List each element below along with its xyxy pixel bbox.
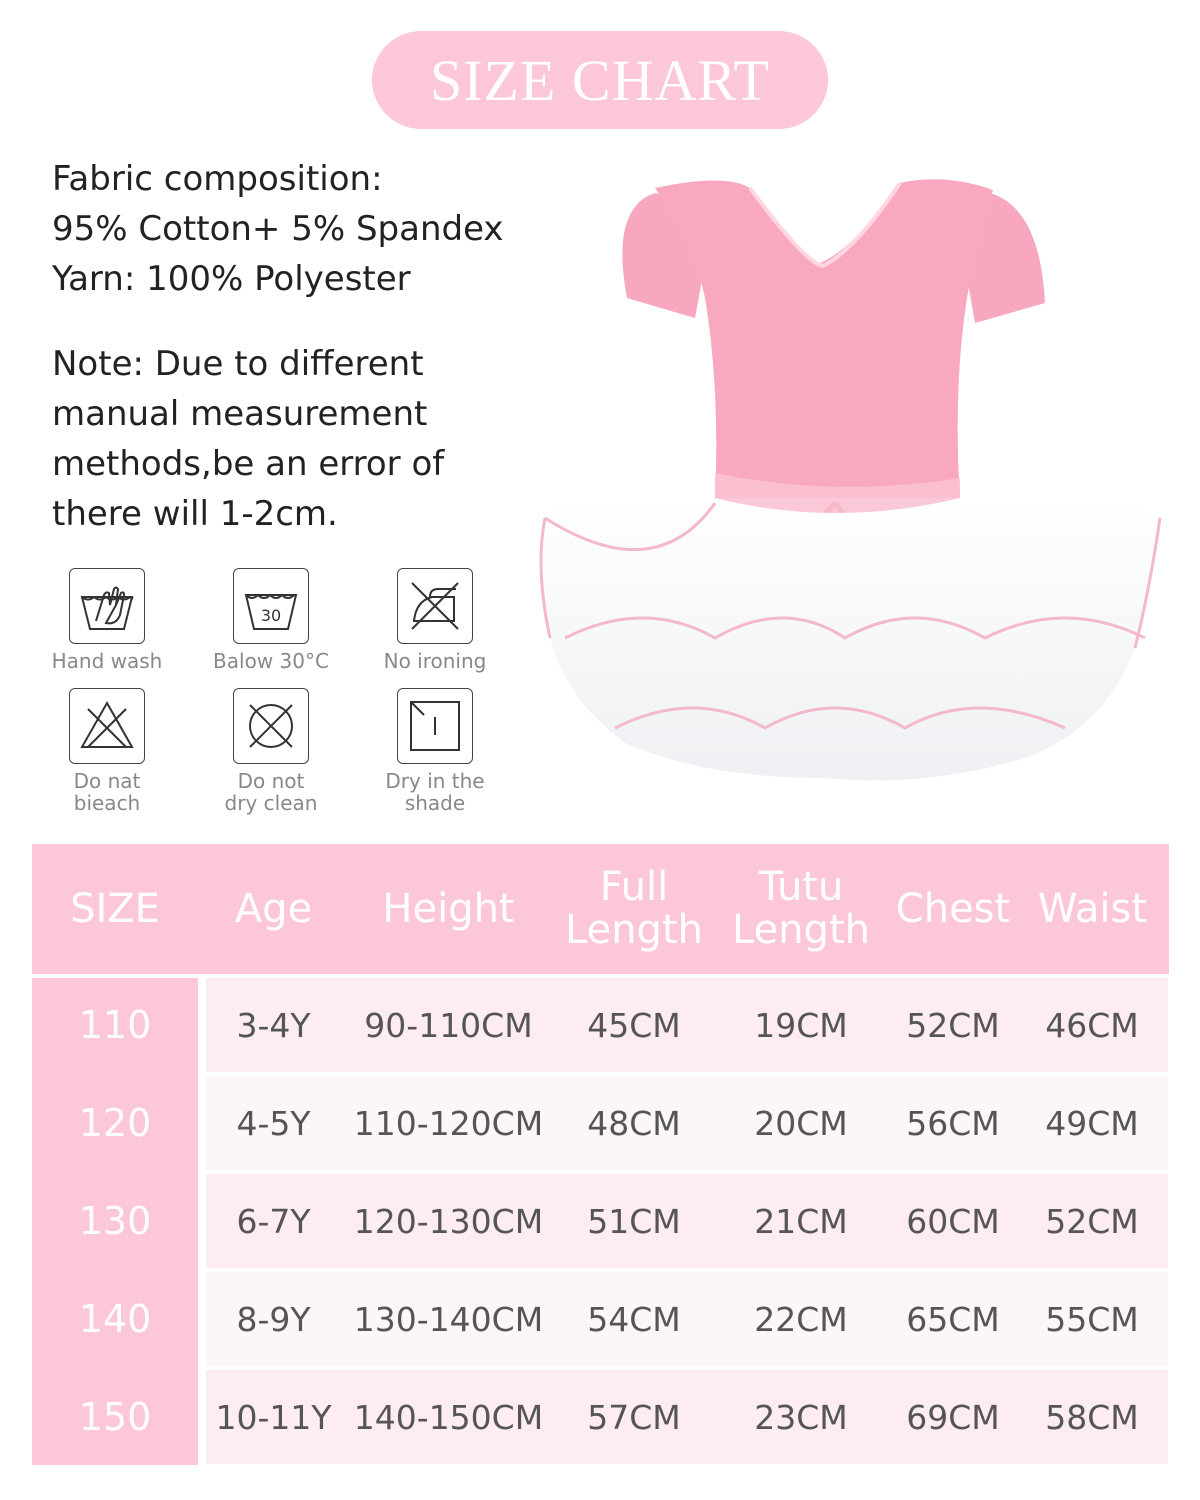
bodice	[655, 179, 993, 498]
table-row	[206, 978, 1168, 1072]
care-label-below-30: Balow 30°C	[213, 649, 329, 673]
waist-cell: 55CM	[1045, 1299, 1139, 1339]
tutu-skirt	[541, 496, 1160, 781]
waist-cell: 49CM	[1045, 1103, 1139, 1143]
care-dry-shade	[353, 688, 517, 814]
size-cell: 110	[78, 1003, 152, 1047]
chest-cell: 69CM	[906, 1397, 1000, 1437]
height-cell: 90-110CM	[364, 1005, 533, 1045]
fabric-line-2: 95% Cotton+ 5% Spandex	[52, 209, 504, 249]
care-label-no-dry-clean: Do not dry clean	[224, 769, 318, 815]
header-height: Height	[382, 885, 515, 932]
no-dry-clean-icon	[233, 688, 309, 764]
title-banner	[372, 31, 828, 129]
tutu-length-cell: 21CM	[754, 1201, 848, 1241]
tutu-length-cell: 20CM	[754, 1103, 848, 1143]
table-row	[206, 1174, 1168, 1268]
size-table-header	[32, 844, 1169, 974]
wash-30-icon	[233, 568, 309, 644]
height-cell: 140-150CM	[353, 1397, 544, 1437]
header-chest: Chest	[895, 885, 1011, 932]
height-cell: 110-120CM	[353, 1103, 544, 1143]
care-hand-wash	[25, 568, 189, 672]
tutu-length-cell: 23CM	[754, 1397, 848, 1437]
height-cell: 130-140CM	[353, 1299, 544, 1339]
care-label-no-bleach: Do nat bieach	[73, 769, 141, 815]
waist-cell: 52CM	[1045, 1201, 1139, 1241]
age-cell: 4-5Y	[236, 1103, 311, 1143]
wash-temp-badge: 30	[260, 606, 282, 625]
header-waist: Waist	[1037, 885, 1148, 932]
waist-cell: 46CM	[1045, 1005, 1139, 1045]
measurement-note: Note: Due to different manual measurement methods,be an error of there will 1-2cm.	[52, 344, 445, 534]
full-length-cell: 45CM	[587, 1005, 681, 1045]
size-cell: 120	[78, 1101, 152, 1145]
chest-cell: 56CM	[906, 1103, 1000, 1143]
header-tutu-length: Tutu Length	[732, 864, 870, 953]
full-length-cell: 51CM	[587, 1201, 681, 1241]
care-label-dry-shade: Dry in the shade	[385, 769, 485, 815]
age-cell: 8-9Y	[236, 1299, 311, 1339]
age-cell: 10-11Y	[215, 1397, 332, 1437]
table-row	[206, 1370, 1168, 1464]
chest-cell: 60CM	[906, 1201, 1000, 1241]
care-no-bleach	[25, 688, 189, 814]
tutu-dress-image	[505, 168, 1170, 808]
table-row	[206, 1272, 1168, 1366]
full-length-cell: 48CM	[587, 1103, 681, 1143]
no-bleach-icon	[69, 688, 145, 764]
age-cell: 3-4Y	[236, 1005, 311, 1045]
size-cell: 140	[78, 1297, 152, 1341]
full-length-cell: 54CM	[587, 1299, 681, 1339]
dry-shade-icon	[397, 688, 473, 764]
header-full-length: Full Length	[565, 864, 703, 953]
height-cell: 120-130CM	[353, 1201, 544, 1241]
table-row	[206, 1076, 1168, 1170]
chest-cell: 65CM	[906, 1299, 1000, 1339]
fabric-line-3: Yarn: 100% Polyester	[52, 259, 411, 299]
care-label-hand-wash: Hand wash	[51, 649, 163, 673]
header-age: Age	[234, 885, 313, 932]
tutu-length-cell: 22CM	[754, 1299, 848, 1339]
care-below-30	[189, 568, 353, 672]
size-cell: 150	[78, 1395, 152, 1439]
care-no-ironing	[353, 568, 517, 672]
fabric-composition	[52, 154, 572, 304]
waist-cell: 58CM	[1045, 1397, 1139, 1437]
header-size: SIZE	[70, 885, 160, 932]
care-label-no-ironing: No ironing	[383, 649, 487, 673]
care-no-dry-clean	[189, 688, 353, 814]
full-length-cell: 57CM	[587, 1397, 681, 1437]
page-title: SIZE CHART	[429, 47, 771, 113]
size-cell: 130	[78, 1199, 152, 1243]
hand-wash-icon	[69, 568, 145, 644]
tutu-length-cell: 19CM	[754, 1005, 848, 1045]
chest-cell: 52CM	[906, 1005, 1000, 1045]
no-iron-icon	[397, 568, 473, 644]
age-cell: 6-7Y	[236, 1201, 311, 1241]
fabric-line-1: Fabric composition:	[52, 159, 383, 199]
